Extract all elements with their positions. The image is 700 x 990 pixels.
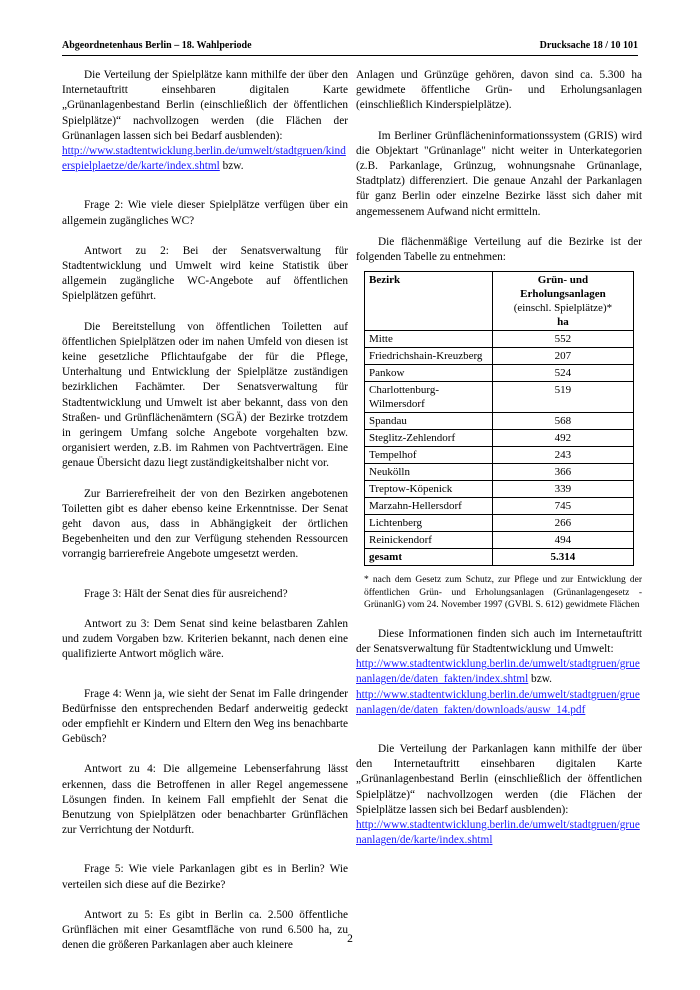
table-row	[365, 413, 634, 430]
question-5: Frage 5: Wie viele Parkanlagen gibt es in Berlin? Wie verteilen sich diese auf die Bezirke?	[62, 863, 348, 891]
area-cell: 568	[492, 413, 633, 430]
paragraph-text: Die Verteilung der Spielplätze kann mithilfe der über den Internetauftritt einsehbaren digitalen Karte „Grünanlagenbestand Berlin (einschließlich der öffentlichen Spielplätze)“ nachvollzogen werden (die Flächen der Grünanlagen lassen sich bei Bedarf ausblenden):	[62, 69, 348, 142]
answer-4: Antwort zu 4: Die allgemeine Lebenserfahrung lässt erkennen, dass die Betroffenen in aller Regel angemessene Lösungen finden. In keinem Fall empfiehlt der Senat die Benutzung von Spielplätzen oder benachbarter Grünflächen zur Verrichtung der Notdurft.	[62, 763, 348, 837]
table-row	[365, 348, 634, 365]
info-text: Diese Informationen finden sich auch im Internetauftritt der Senatsverwaltung für Stadtentwicklung und Umwelt:	[356, 627, 642, 655]
table-row	[365, 532, 634, 549]
table-body	[365, 331, 634, 549]
column-header-area-line2: (einschl. Spielplätze)*	[513, 302, 613, 315]
bezirk-cell: Steglitz-Zehlendorf	[365, 430, 493, 447]
page-header	[62, 40, 638, 56]
left-column	[62, 68, 348, 953]
table-row	[365, 481, 634, 498]
bezirk-cell: Reinickendorf	[365, 532, 493, 549]
table-row	[365, 464, 634, 481]
bezirk-cell: Marzahn-Hellersdorf	[365, 498, 493, 515]
bezirk-cell: Friedrichshain-Kreuzberg	[365, 348, 493, 365]
answer-3: Antwort zu 3: Dem Senat sind keine belastbaren Zahlen und zudem Vorgaben bzw. Kriterien bekannt, nach denen eine qualifizierte Antwort möglich wäre.	[62, 617, 348, 661]
gris-paragraph: Im Berliner Grünflächeninformationssystem (GRIS) wird die Objektart "Grünanlage" nicht weiter in Unterkategorien (z.B. Parkanlage, Grünzug, wohnungsnahe Grünanlage, Stadtplatz) differenziert. Die genaue Anzahl der Parkanlagen für ganz Berlin oder einzelne Bezirke lässt sich daher mit angemessenem Aufwand nicht ermitteln.	[356, 129, 642, 218]
total-value: 5.314	[492, 549, 633, 566]
info-mid: bzw.	[528, 673, 552, 686]
question-3: Frage 3: Hält der Senat dies für ausreichend?	[84, 587, 288, 600]
bezirk-cell: Pankow	[365, 365, 493, 382]
bezirk-cell: Spandau	[365, 413, 493, 430]
answer-2-paragraph-3: Zur Barrierefreiheit der von den Bezirken angebotenen Toiletten gibt es daher ebenso keine Erkenntnisse. Der Senat geht davon aus, dass in Abhängigkeit der örtlichen Begebenheiten und den zur Verfügung stehenden Ressourcen vorrangig barrierefreie Angebote umgesetzt werden.	[62, 487, 348, 561]
question-2: Frage 2: Wie viele dieser Spielplätze verfügen über ein allgemein zugängliches WC?	[62, 199, 348, 227]
page-number: 2	[347, 933, 353, 945]
link-gruenanlagen-karte[interactable]: http://www.stadtentwicklung.berlin.de/umwelt/stadtgruen/gruenanlagen/de/karte/index.shtml	[356, 818, 640, 847]
column-header-area	[492, 272, 633, 331]
header-parliament: Abgeordnetenhaus Berlin – 18. Wahlperiode	[62, 40, 252, 51]
area-cell: 519	[492, 382, 633, 413]
link-kinderspielplaetze-karte[interactable]: http://www.stadtentwicklung.berlin.de/umwelt/stadtgruen/kinderspielplaetze/de/karte/index.shtml	[62, 145, 346, 173]
parkanlagen-paragraph	[356, 742, 642, 848]
area-cell: 243	[492, 447, 633, 464]
area-cell: 366	[492, 464, 633, 481]
link-daten-fakten[interactable]: http://www.stadtentwicklung.berlin.de/umwelt/stadtgruen/gruenanlagen/de/daten_fakten/index.shtml	[356, 658, 640, 686]
table-row	[365, 447, 634, 464]
total-label: gesamt	[365, 549, 493, 566]
bezirk-cell: Lichtenberg	[365, 515, 493, 532]
paragraph-tail: bzw.	[219, 160, 244, 173]
area-cell: 339	[492, 481, 633, 498]
paragraph	[62, 68, 348, 174]
area-cell: 552	[492, 331, 633, 348]
area-cell: 745	[492, 498, 633, 515]
answer-2: Antwort zu 2: Bei der Senatsverwaltung für Stadtentwicklung und Umwelt wird keine Statistik über allgemein zugängliche WC-Angebote auf öffentlichen Spielplätzen geführt.	[62, 244, 348, 303]
area-cell: 494	[492, 532, 633, 549]
table-total-row	[365, 549, 634, 566]
right-column	[356, 68, 642, 848]
area-cell: 524	[492, 365, 633, 382]
table-row	[365, 430, 634, 447]
table-row	[365, 382, 634, 413]
district-area-table	[364, 271, 634, 566]
answer-5-continued: Anlagen und Grünzüge gehören, davon sind ca. 5.300 ha gewidmete öffentliche Grün- und Erholungsanlagen (einschließlich Kinderspielplätze).	[356, 69, 642, 112]
table-row	[365, 498, 634, 515]
bezirk-cell: Treptow-Köpenick	[365, 481, 493, 498]
bezirk-cell: Neukölln	[365, 464, 493, 481]
area-cell: 207	[492, 348, 633, 365]
bezirk-cell: Tempelhof	[365, 447, 493, 464]
area-cell: 492	[492, 430, 633, 447]
header-document-number: Drucksache 18 / 10 101	[539, 40, 638, 51]
area-cell: 266	[492, 515, 633, 532]
parkanlagen-text: Die Verteilung der Parkanlagen kann mithilfe der über den Internetauftritt einsehbaren digitalen Karte „Grünanlagenbestand Berlin (einschließlich der öffentlichen Spielplätze)“ nachvollzogen werden (die Flächen der Spielplätze lassen sich bei Bedarf ausblenden):	[356, 742, 642, 816]
table-footnote: * nach dem Gesetz zum Schutz, zur Pflege und zur Entwicklung der öffentlichen Grün- und Erholungsanlagen (Grünanlagengesetz - GrünanlG) vom 24. November 1997 (GVBl. S. 612) gewidmete Flächen	[364, 575, 642, 611]
table-intro: Die flächenmäßige Verteilung auf die Bezirke ist der folgenden Tabelle zu entnehmen:	[356, 235, 642, 264]
bezirk-cell: Charlottenburg-Wilmersdorf	[365, 382, 493, 413]
column-header-area-unit: ha	[557, 316, 569, 329]
answer-5: Antwort zu 5: Es gibt in Berlin ca. 2.500 öffentliche Grünflächen mit einer Gesamtfläche von rund 6.500 ha, zu denen die größeren Parkanlagen aber auch kleinere	[62, 908, 348, 952]
link-ausw-14-pdf[interactable]: http://www.stadtentwicklung.berlin.de/umwelt/stadtgruen/gruenanlagen/de/daten_fakten/downloads/ausw_14.pdf	[356, 688, 640, 716]
column-header-area-line1: Grün- und Erholungsanlagen	[520, 274, 606, 301]
bezirk-cell: Mitte	[365, 331, 493, 348]
table-row	[365, 365, 634, 382]
column-header-bezirk: Bezirk	[365, 272, 493, 331]
table-header-row	[365, 272, 634, 331]
answer-2-paragraph-2: Die Bereitstellung von öffentlichen Toiletten auf öffentlichen Spielplätzen oder im nahen Umfeld von diesen ist keine gesetzliche Pflichtaufgabe der für die Pflege, Unterhaltung und Entwicklung der Spielplätze zuständigen bezirklichen Fachämter. Der Senatsverwaltung für Stadtentwicklung und Umwelt ist aber bekannt, dass von den Straßen- und Grünflächenämtern (SGÄ) der Bezirke trotzdem in geringem Umfang solche Angebote vorgehalten bzw. organisiert werden, z.B. im Rahmen von Pachtverträgen. Eine genaue Übersicht dazu liegt zuständigkeitshalber nicht vor.	[62, 320, 348, 470]
info-paragraph	[356, 627, 642, 718]
table-row	[365, 515, 634, 532]
header-rule	[62, 55, 638, 56]
question-4: Frage 4: Wenn ja, wie sieht der Senat im Falle dringender Bedürfnisse den entsprechenden Bedarf anderweitig gedeckt oder empfiehlt er Kindern und Eltern den Weg ins benachbarte Gebüsch?	[62, 687, 348, 746]
table-row	[365, 331, 634, 348]
